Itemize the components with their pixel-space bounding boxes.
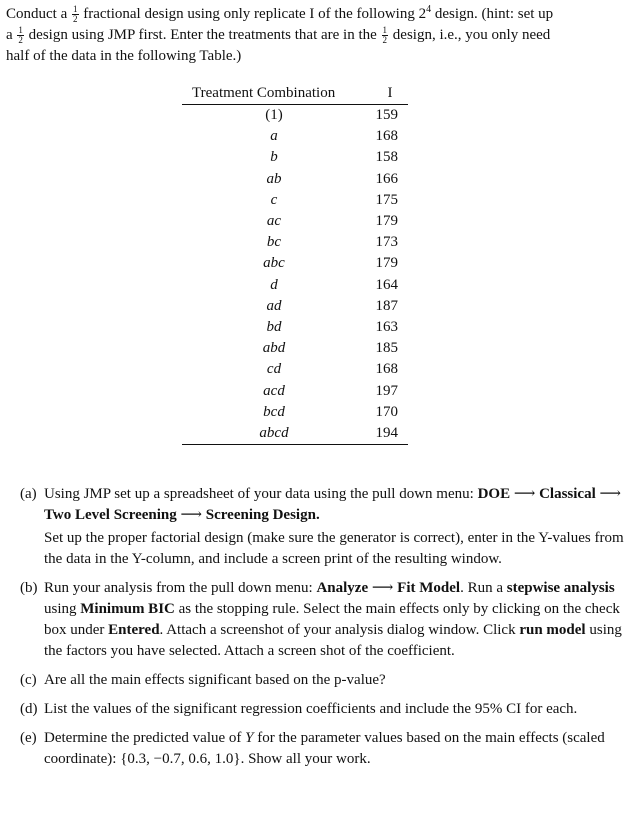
question-e-text: Determine the predicted value of Y for the parameter values based on the main effects (scaled coordinate): {0.3, −0.7, 0.6, 1.0}. Show all your work. (44, 730, 605, 767)
table-row (182, 296, 408, 317)
question-label: (c) (20, 672, 37, 688)
replicate-value-cell: 175 (375, 191, 398, 208)
question-c (20, 670, 632, 691)
intro-line-1: Conduct a $\frac{1}{2}$ fractional design using only replicate I of the following $2^4$ design. (hint: set up (6, 4, 554, 24)
table-row (182, 275, 408, 296)
replicate-value-cell: 173 (375, 234, 398, 251)
question-a (20, 484, 632, 570)
question-label: (b) (20, 580, 38, 596)
question-b (20, 578, 632, 662)
replicate-value-cell: 166 (375, 170, 398, 187)
treatment-combination-cell: a (270, 128, 278, 145)
question-e (20, 728, 632, 770)
table-row (182, 359, 408, 380)
treatment-table (182, 82, 408, 445)
header-replicate: I (387, 84, 393, 101)
treatment-combination-cell: bcd (263, 403, 285, 420)
table-row (182, 126, 408, 147)
question-a-text: Using JMP set up a spreadsheet of your data using the pull down menu: DOE ⟶ Classical ⟶ Two Level Screening ⟶ Screening Design. (44, 486, 622, 523)
replicate-value-cell: 159 (375, 107, 398, 124)
fraction-one-half: $\frac{1}{2}$ (382, 25, 388, 45)
treatment-combination-cell: b (270, 149, 278, 166)
replicate-value-cell: 163 (375, 318, 398, 335)
treatment-combination-cell: c (270, 191, 278, 208)
table-row (182, 105, 408, 127)
question-d-text: List the values of the significant regression coefficients and include the 95% CI for each. (44, 701, 578, 717)
intro-line-3: half of the data in the following Table.) (6, 48, 242, 64)
treatment-combination-cell: (1) (265, 107, 283, 124)
replicate-value-cell: 158 (375, 149, 398, 166)
question-label: (a) (20, 486, 37, 502)
fraction-one-half: $\frac{1}{2}$ (18, 25, 23, 45)
data-table-container (182, 82, 408, 445)
table-row (182, 147, 408, 168)
fraction-one-half: $\frac{1}{2}$ (73, 4, 78, 24)
replicate-value-cell: 185 (375, 340, 398, 357)
table-row (182, 317, 408, 338)
question-b-text: Run your analysis from the pull down menu: Analyze ⟶ Fit Model. Run a stepwise analysis using Minimum BIC as the stopping rule. Select the main effects only by clicking on the check box under Entered. Attach a screenshot of your analysis dialog window. Click run model using the factors you have selected. Attach a screen shot of the coefficient. (44, 580, 622, 659)
question-list (20, 484, 632, 778)
intro-line-2: a $\frac{1}{2}$ design using JMP first. Enter the treatments that are in the $\frac{1}{2}$ design, i.e., you only need (6, 25, 551, 45)
treatment-combination-cell: acd (263, 382, 285, 399)
replicate-value-cell: 164 (375, 276, 398, 293)
table-row (182, 380, 408, 401)
table-row (182, 253, 408, 274)
treatment-combination-cell: ac (266, 213, 282, 230)
table-header-row (182, 82, 408, 105)
table-row (182, 190, 408, 211)
replicate-value-cell: 179 (375, 213, 398, 230)
treatment-combination-cell: d (270, 276, 278, 293)
question-label: (e) (20, 730, 37, 746)
replicate-value-cell: 197 (375, 382, 398, 399)
question-d (20, 699, 632, 720)
treatment-combination-cell: cd (266, 361, 282, 378)
replicate-value-cell: 194 (375, 424, 398, 441)
treatment-combination-cell: ad (266, 297, 282, 314)
treatment-combination-cell: bd (266, 318, 282, 335)
header-treatment-combination: Treatment Combination (192, 84, 336, 101)
replicate-value-cell: 179 (375, 255, 398, 272)
treatment-combination-cell: abd (262, 340, 286, 357)
table-row (182, 338, 408, 359)
question-label: (d) (20, 701, 38, 717)
table-row (182, 423, 408, 445)
table-row (182, 232, 408, 253)
table-row (182, 402, 408, 423)
problem-intro (6, 4, 632, 67)
treatment-combination-cell: abc (263, 255, 285, 272)
table-row (182, 169, 408, 190)
replicate-value-cell: 168 (375, 361, 398, 378)
parameter-set: {0.3, −0.7, 0.6, 1.0} (120, 751, 241, 767)
question-c-text: Are all the main effects significant based on the p-value? (44, 672, 386, 688)
question-a-instructions: Set up the proper factorial design (make sure the generator is correct), enter in the Y-values from the data in the Y-column, and include a screen print of the resulting window. (44, 530, 624, 567)
replicate-value-cell: 187 (375, 297, 398, 314)
treatment-combination-cell: ab (266, 170, 282, 187)
treatment-combination-cell: abcd (259, 424, 289, 441)
replicate-value-cell: 170 (375, 403, 398, 420)
treatment-combination-cell: bc (266, 234, 282, 251)
replicate-value-cell: 168 (375, 128, 398, 145)
table-row (182, 211, 408, 232)
